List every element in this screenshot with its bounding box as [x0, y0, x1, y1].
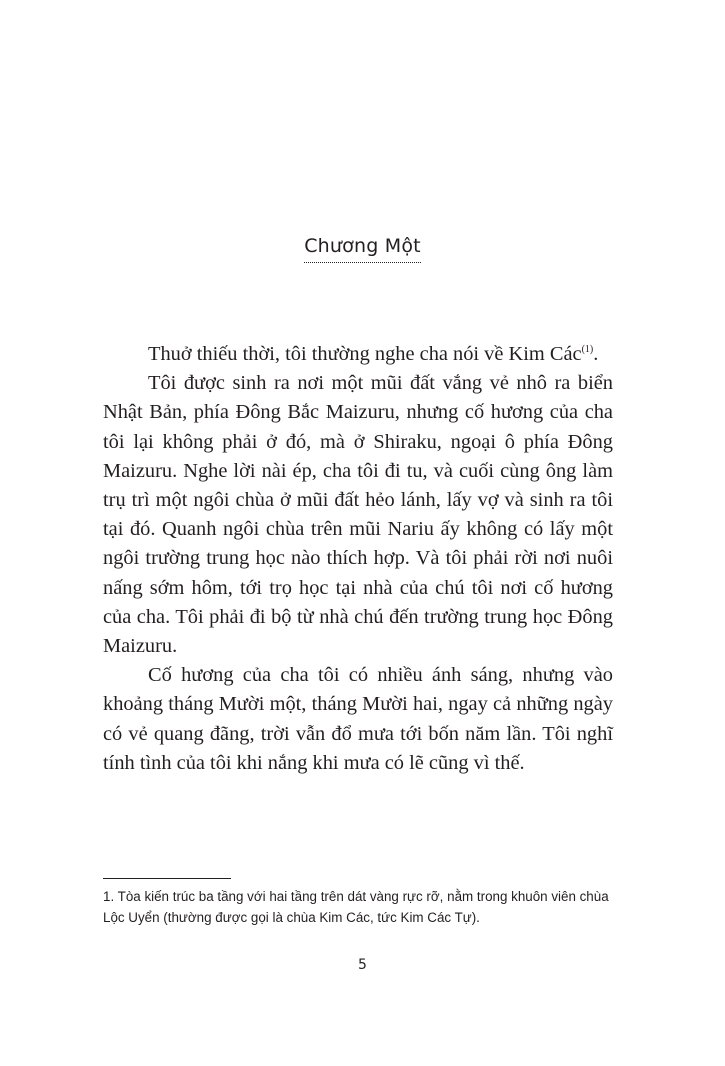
body-text — [103, 340, 613, 778]
footnote-reference[interactable]: (1) — [581, 344, 594, 356]
page-number: 5 — [358, 957, 367, 973]
paragraph-1-text: Thuở thiếu thời, tôi thường nghe cha nói về Kim Các — [148, 343, 582, 365]
paragraph-3: Cố hương của cha tôi có nhiều ánh sáng, nhưng vào khoảng tháng Mười một, tháng Mười hai, ngay cả những ngày có vẻ quang đãng, trời vẫn đổ mưa tới bốn năm lần. Tôi nghĩ tính tình của tôi khi nắng khi mưa có lẽ cũng vì thế. — [103, 664, 613, 774]
footnote: 1. Tòa kiến trúc ba tầng với hai tầng trên dát vàng rực rỡ, nằm trong khuôn viên chùa Lộc Uyển (thường được gọi là chùa Kim Các, tức Kim Các Tự). — [103, 889, 609, 925]
paragraph-1 — [103, 340, 613, 369]
footnote-divider — [103, 878, 231, 879]
paragraph-2: Tôi được sinh ra nơi một mũi đất vắng vẻ nhô ra biển Nhật Bản, phía Đông Bắc Maizuru, nhưng cố hương của cha tôi lại không phải ở đó, mà ở Shiraku, ngoại ô phía Đông Maizuru. Nghe lời nài ép, cha tôi đi tu, và cuối cùng ông làm trụ trì một ngôi chùa ở mũi đất hẻo lánh, lấy vợ và sinh ra tôi tại đó. Quanh ngôi chùa trên mũi Nariu ấy không có lấy một ngôi trường trung học nào thích hợp. Và tôi phải rời nơi nuôi nấng sớm hôm, tới trọ học tại nhà của chú tôi nơi cố hương của cha. Tôi phải đi bộ từ nhà chú đến trường trung học Đông Maizuru. — [103, 372, 613, 658]
paragraph-1-end: . — [593, 343, 599, 365]
chapter-title: Chương Một — [304, 232, 421, 263]
chapter-heading — [0, 232, 725, 263]
